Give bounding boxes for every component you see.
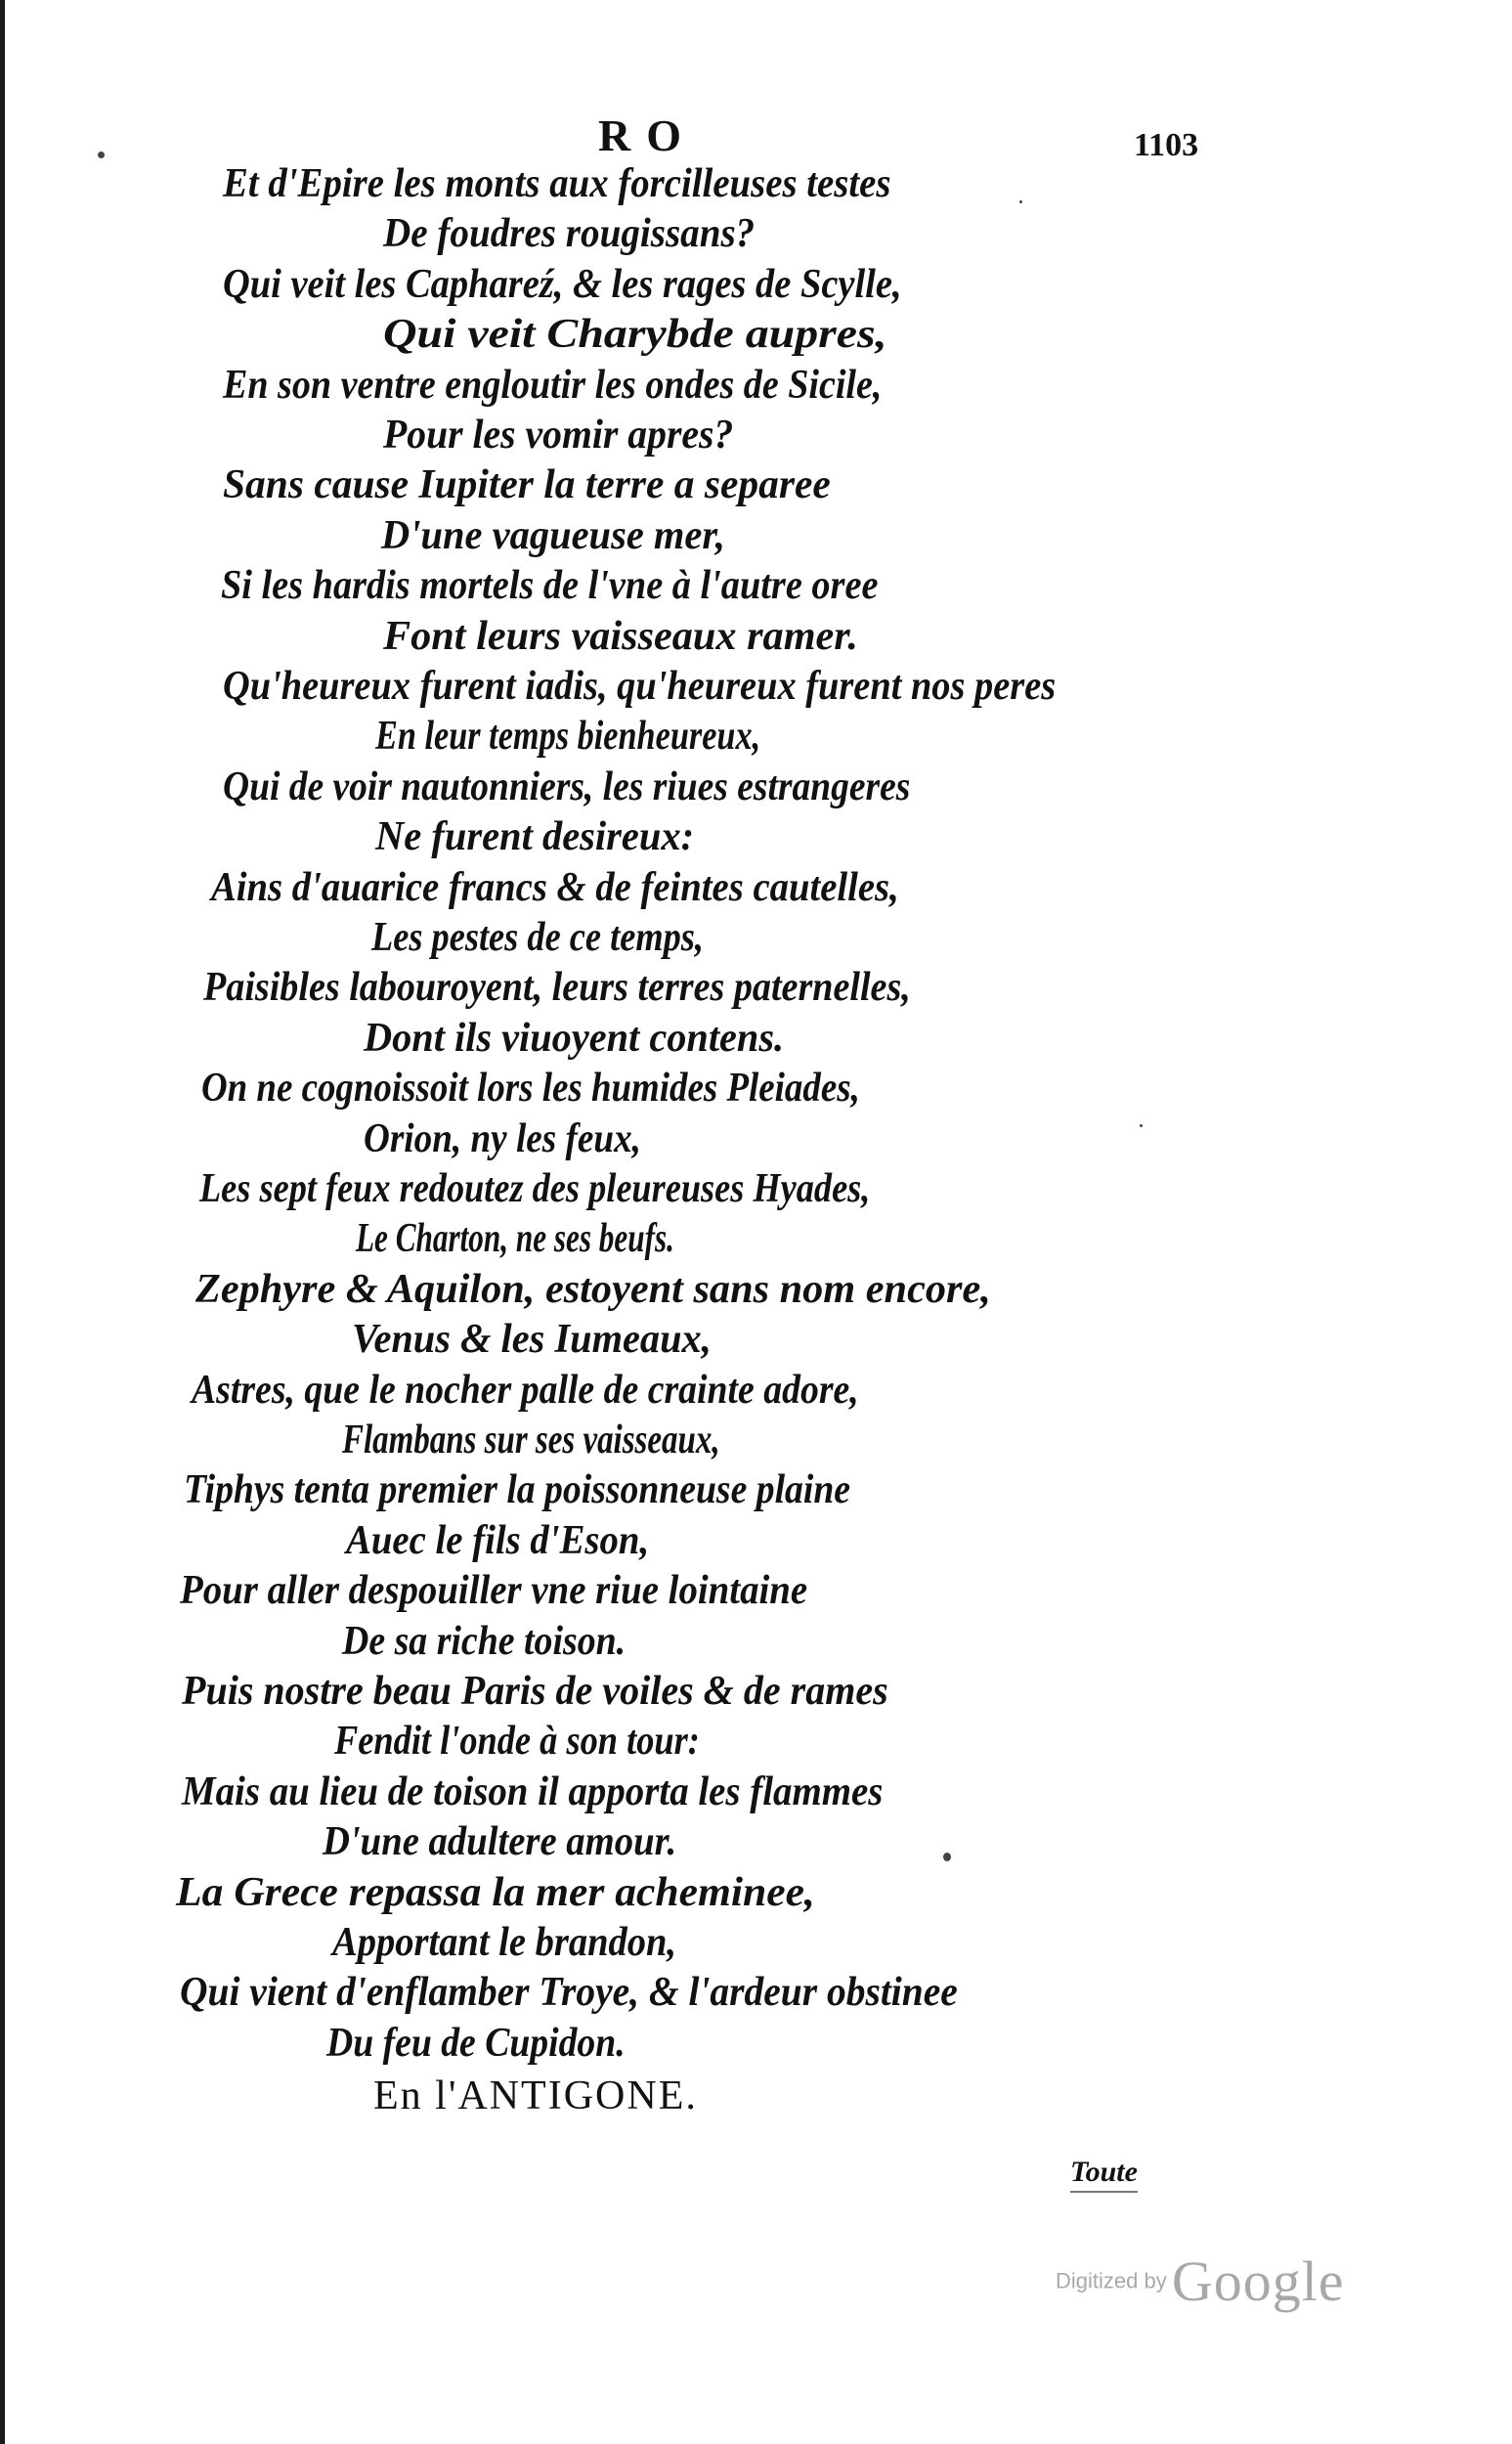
verse-line: Du feu de Cupidon. <box>326 2020 626 2066</box>
catchword: Toute <box>1070 2156 1138 2193</box>
verse-line: De sa riche toison. <box>342 1618 626 1664</box>
verse-line: Dont ils viuoyent contens. <box>364 1015 785 1061</box>
verse-line: De foudres rougissans? <box>383 211 756 257</box>
page-edge <box>0 0 5 2444</box>
verse-line: D'une vagueuse mer, <box>381 512 726 558</box>
verse-line: Zephyre & Aquilon, estoyent sans nom encore, <box>195 1266 991 1312</box>
verse-line: Puis nostre beau Paris de voiles & de rames <box>182 1669 888 1714</box>
verse-line: Ains d'auarice francs & de feintes cautelles, <box>211 864 899 910</box>
verse-line: D'une adultere amour. <box>323 1819 677 1865</box>
verse-line: Le Charton, ne ses beufs. <box>356 1216 674 1262</box>
section-heading: En l'ANTIGONE. <box>373 2073 698 2118</box>
verse-line: Apportant le brandon, <box>332 1920 677 1965</box>
verse-line: Qu'heureux furent iadis, qu'heureux furent nos peres <box>223 664 1057 709</box>
verse-line: Et d'Epire les monts aux forcilleuses testes <box>223 161 891 206</box>
verse-line: Qui veit Charybde aupres, <box>383 312 887 358</box>
verse-line: En leur temps bienheureux, <box>375 714 761 760</box>
ink-speck <box>1019 200 1022 203</box>
verse-line: Orion, ny les feux, <box>364 1115 641 1161</box>
verse-line: Venus & les Iumeaux, <box>352 1317 712 1363</box>
verse-line: Sans cause Iupiter la terre a separee <box>223 462 831 508</box>
verse-line: Fendit l'onde à son tour: <box>334 1719 700 1765</box>
verse-line: Flambans sur ses vaisseaux, <box>342 1418 720 1462</box>
ink-speck <box>98 152 105 158</box>
verse-line: La Grece repassa la mer acheminee, <box>176 1869 815 1915</box>
google-logo: Google <box>1171 2249 1345 2313</box>
verse-line: Mais au lieu de toison il apporta les flammes <box>182 1768 884 1814</box>
verse-line: On ne cognoissoit lors les humides Pleiades, <box>201 1066 860 1112</box>
verse-line: Astres, que le nocher palle de crainte adore, <box>192 1367 859 1413</box>
verse-line: Pour aller despouiller vne riue lointaine <box>180 1568 808 1614</box>
verse-line: Les sept feux redoutez des pleureuses Hyades, <box>199 1166 871 1211</box>
digitized-watermark <box>1056 2248 1345 2314</box>
page-number: 1103 <box>1134 127 1199 163</box>
verse-line: Qui de voir nautonniers, les riues estrangeres <box>223 764 911 809</box>
verse-line: Paisibles labouroyent, leurs terres paternelles, <box>203 965 911 1011</box>
verse-line: En son ventre engloutir les ondes de Sicile, <box>223 362 883 408</box>
verse-line: Auec le fils d'Eson, <box>346 1517 650 1563</box>
watermark-prefix: Digitized by <box>1056 2268 1167 2293</box>
verse-line: Qui veit les Caphareź, & les rages de Scylle, <box>223 261 902 307</box>
ink-speck <box>943 1853 951 1861</box>
verse-line: Font leurs vaisseaux ramer. <box>383 613 858 659</box>
verse-line: Pour les vomir apres? <box>383 413 734 458</box>
verse-line: Si les hardis mortels de l'vne à l'autre oree <box>221 563 879 609</box>
ink-speck <box>1140 1124 1143 1127</box>
running-head: RO <box>598 110 697 160</box>
verse-line: Ne furent desireux: <box>375 814 695 860</box>
verse-line: Les pestes de ce temps, <box>371 915 704 960</box>
verse-line: Tiphys tenta premier la poissonneuse plaine <box>184 1467 851 1513</box>
verse-line: Qui vient d'enflamber Troye, & l'ardeur obstinee <box>180 1970 958 2016</box>
